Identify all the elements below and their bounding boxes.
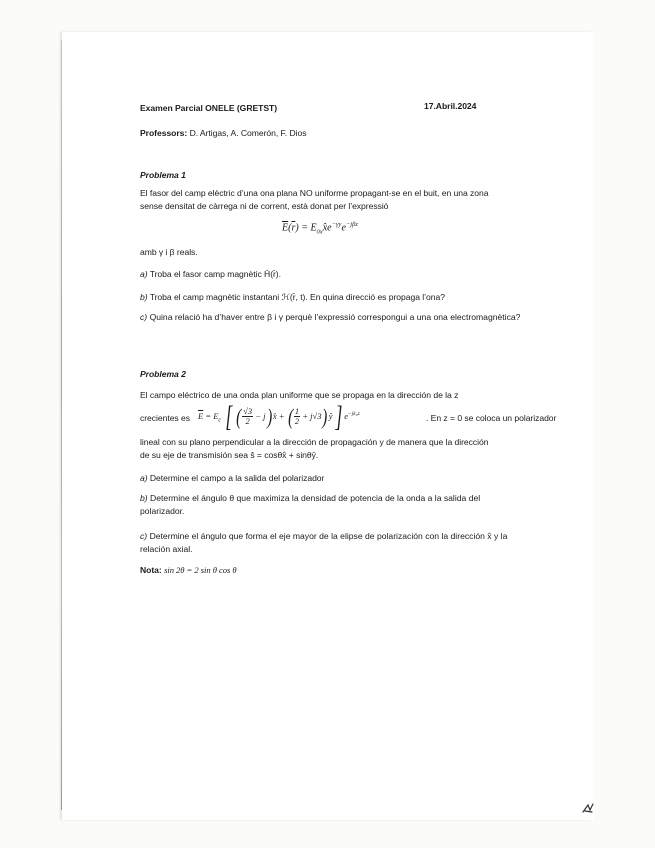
scan-corner-mark-icon bbox=[581, 802, 595, 814]
problem2-b-text: Determine el ángulo θ que maximiza la densidad de potencia de la onda a la salida del polarizador. bbox=[140, 493, 481, 516]
problem2-b-label: b) bbox=[140, 493, 148, 503]
exam-title: Examen Parcial ONELE (GRETST) bbox=[140, 103, 278, 113]
exam-date: 17.Abril.2024 bbox=[424, 101, 477, 111]
problem1-part-b bbox=[140, 291, 445, 303]
problem2-nota-text: sin 2θ = 2 sin θ cos θ bbox=[164, 565, 237, 575]
problem2-c-text: Determine el ángulo que forma el eje mayor de la elipse de polarización con la dirección x̂ y la relación axial. bbox=[140, 531, 508, 554]
problem1-c-text: Quina relació ha d’haver entre β i γ perquè l’expressió correspongui a una ona electromagnètica? bbox=[149, 312, 521, 322]
problem1-a-text: Troba el fasor camp magnètic H̄(r̄). bbox=[149, 269, 281, 279]
problem2-line2-prefix: crecientes es bbox=[140, 413, 190, 423]
problem1-a-label: a) bbox=[140, 269, 148, 279]
problem1-equation: $\overline{E}(\overline{r})$ = $E_{0x}x̂e^{-\gamma y}e^{-j\beta z}$ bbox=[282, 221, 358, 236]
problem2-line2-suffix: . En z = 0 se coloca un polarizador bbox=[426, 413, 557, 423]
professors-names: D. Artigas, A. Comerón, F. Dios bbox=[189, 128, 307, 138]
problem2-line3: lineal con su plano perpendicular a la dirección de propagación y de manera que la dirección bbox=[140, 437, 489, 447]
professors-label: Professors: bbox=[140, 128, 188, 138]
problem1-c-label: c) bbox=[140, 312, 148, 322]
problem1-title: Problema 1 bbox=[140, 170, 186, 180]
problem2-nota bbox=[140, 564, 237, 576]
problem2-a-label: a) bbox=[140, 473, 148, 483]
problem1-intro-line1: El fasor del camp elèctric d’una ona plana NO uniforme propagant-se en el buit, en una zona bbox=[140, 188, 489, 198]
problem1-b-label: b) bbox=[140, 292, 148, 302]
professors-line bbox=[140, 127, 306, 139]
problem2-title: Problema 2 bbox=[140, 369, 186, 379]
problem2-field-equation: $\overline{E} = E_c$ [ ( $\frac{√3}{2}$ − j)x̂ + ( $\frac{1}{2}$ + j√3)ŷ] $e^{-jk_0z}$ bbox=[198, 399, 360, 433]
problem1-b-text: Troba el camp magnètic instantani ℋ(r̄, t). En quina direcció es propaga l’ona? bbox=[149, 292, 445, 302]
problem2-line4: de su eje de transmisión sea ŝ = cosθx̂ + sinθŷ. bbox=[140, 450, 319, 460]
problem2-intro-line1: El campo eléctrico de una onda plan uniforme que se propaga en la dirección de la z bbox=[140, 390, 459, 400]
problem1-part-c bbox=[140, 311, 522, 324]
problem2-part-c bbox=[140, 530, 520, 555]
problem1-part-a bbox=[140, 268, 281, 280]
problem2-part-b bbox=[140, 492, 520, 517]
problem2-c-label: c) bbox=[140, 531, 148, 541]
problem1-intro-line2: sense densitat de càrrega ni de corrent, està donat per l’expressió bbox=[140, 201, 389, 211]
problem2-nota-label: Nota: bbox=[140, 565, 162, 575]
problem2-part-a bbox=[140, 472, 324, 484]
problem2-a-text: Determine el campo a la salida del polarizador bbox=[149, 473, 325, 483]
problem1-after-eq: amb γ i β reals. bbox=[140, 247, 198, 257]
